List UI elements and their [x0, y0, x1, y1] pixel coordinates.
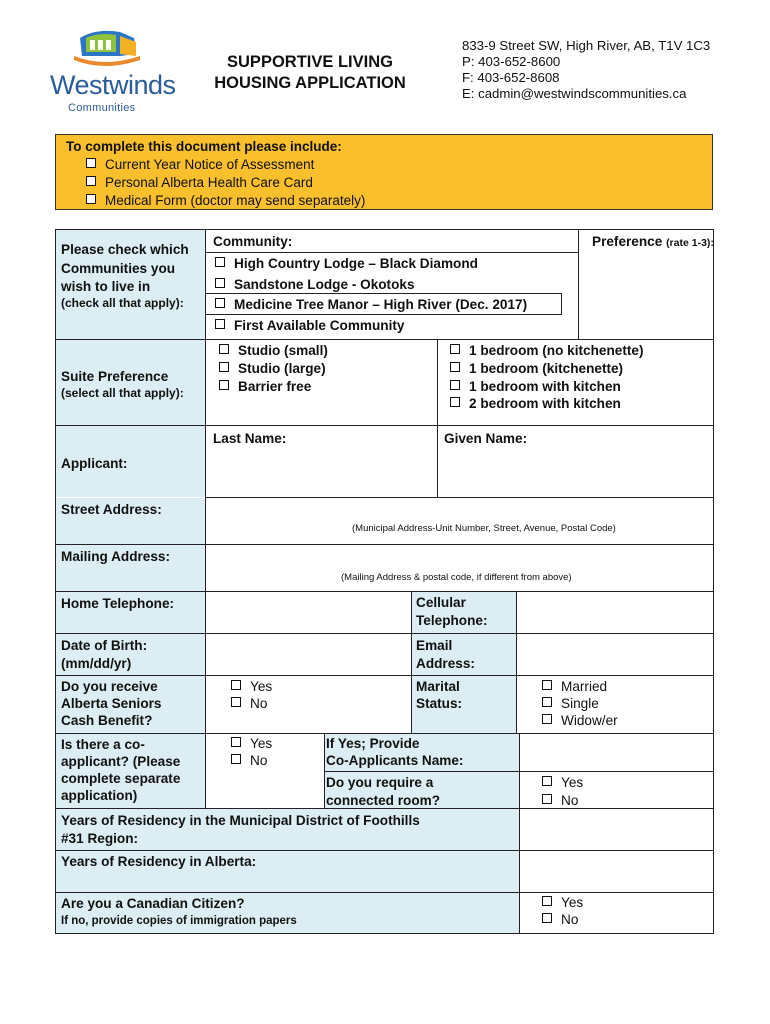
cellular-label-2: Telephone:: [416, 613, 488, 628]
suite-option-label: 1 bedroom (no kitchenette): [469, 343, 644, 358]
option-label: Yes: [561, 775, 584, 790]
marital-label-2: Status:: [416, 696, 463, 711]
coapplicant-yes-option[interactable]: [231, 735, 272, 753]
notice-item-label: Personal Alberta Health Care Card: [105, 175, 313, 190]
checkbox[interactable]: [542, 697, 552, 707]
option-label: Yes: [250, 736, 273, 751]
mailing-address-hint: (Mailing Address & postal code, if different from above): [341, 572, 572, 583]
checkbox[interactable]: [542, 794, 552, 804]
option-label: Yes: [250, 679, 273, 694]
table-border: [55, 229, 714, 230]
table-border: [205, 293, 562, 294]
coapplicant-no-option[interactable]: [231, 752, 267, 770]
option-label: Widow/er: [561, 713, 618, 728]
contact-fax: F: 403-652-8608: [462, 70, 560, 85]
table-border: [55, 850, 714, 851]
table-border: [205, 314, 562, 315]
suite-option-label: Barrier free: [238, 379, 312, 394]
marital-option[interactable]: [542, 678, 607, 696]
marital-option[interactable]: [542, 695, 599, 713]
suite-option-label: Studio (large): [238, 361, 326, 376]
table-border: [55, 633, 714, 634]
notice-item-label: Current Year Notice of Assessment: [105, 157, 315, 172]
suite-option-label: 1 bedroom with kitchen: [469, 379, 621, 394]
checkbox-icon: [86, 176, 96, 186]
citizen-yes-option[interactable]: [542, 894, 583, 912]
communities-label-line: wish to live in: [61, 279, 151, 294]
connected-room-question-2: connected room?: [326, 793, 441, 808]
checkbox[interactable]: [215, 319, 225, 329]
table-border: [205, 497, 714, 498]
suite-option[interactable]: [219, 378, 311, 396]
suite-option[interactable]: [450, 342, 643, 360]
suite-note: (select all that apply):: [61, 386, 184, 400]
email-label-2: Address:: [416, 656, 475, 671]
coapplicant-question: application): [61, 788, 138, 803]
contact-block: [462, 38, 710, 102]
checkbox[interactable]: [450, 380, 460, 390]
foothills-residency-label-2: #31 Region:: [61, 831, 139, 846]
marital-label: Marital: [416, 679, 460, 694]
option-label: No: [561, 912, 579, 927]
option-label: No: [250, 753, 268, 768]
table-border: [205, 252, 578, 253]
preference-text: Preference: [592, 234, 663, 249]
alberta-residency-label: Years of Residency in Alberta:: [61, 854, 257, 869]
coapplicant-question: complete separate: [61, 771, 181, 786]
checkbox[interactable]: [542, 896, 552, 906]
logo-subtitle: Communities: [68, 102, 136, 114]
community-option-label: High Country Lodge – Black Diamond: [234, 256, 478, 271]
checkbox[interactable]: [219, 344, 229, 354]
suite-option-label: 1 bedroom (kitchenette): [469, 361, 624, 376]
checkbox[interactable]: [231, 754, 241, 764]
citizen-note: If no, provide copies of immigration papers: [61, 915, 297, 927]
coapplicant-name-label-2: Co-Applicants Name:: [326, 753, 464, 768]
given-name-label: Given Name:: [444, 431, 528, 446]
community-option[interactable]: [215, 317, 404, 335]
cellular-label: Cellular: [416, 595, 466, 610]
notice-item: [66, 174, 702, 192]
checkbox[interactable]: [450, 397, 460, 407]
suite-option[interactable]: [219, 360, 326, 378]
table-border: [519, 733, 520, 933]
table-border: [578, 229, 579, 339]
dob-format: (mm/dd/yr): [61, 656, 132, 671]
community-option[interactable]: [215, 255, 478, 273]
table-border: [55, 591, 714, 592]
preference-note: (rate 1-3):: [666, 237, 714, 249]
citizen-question: Are you a Canadian Citizen?: [61, 896, 245, 911]
seniors-question: Alberta Seniors: [61, 696, 162, 711]
notice-heading: To complete this document please include:: [66, 139, 342, 154]
marital-option[interactable]: [542, 712, 618, 730]
checkbox[interactable]: [215, 298, 225, 308]
checkbox[interactable]: [542, 776, 552, 786]
community-heading: Community:: [213, 234, 293, 249]
contact-email: E: cadmin@westwindscommunities.ca: [462, 86, 687, 101]
foothills-residency-label: Years of Residency in the Municipal District of Foothills: [61, 813, 420, 828]
logo-wordmark: Westwinds: [50, 70, 176, 100]
notice-item-label: Medical Form (doctor may send separately): [105, 193, 366, 208]
table-border: [411, 591, 412, 733]
mailing-address-label: Mailing Address:: [61, 549, 171, 564]
table-border: [324, 733, 325, 808]
checkbox[interactable]: [450, 362, 460, 372]
checkbox[interactable]: [219, 380, 229, 390]
connected-yes-option[interactable]: [542, 774, 583, 792]
seniors-question: Cash Benefit?: [61, 713, 153, 728]
contact-address: 833-9 Street SW, High River, AB, T1V 1C3: [462, 38, 711, 53]
email-label: Email: [416, 638, 453, 653]
option-label: Single: [561, 696, 599, 711]
street-address-label: Street Address:: [61, 502, 162, 517]
suite-option[interactable]: [450, 378, 621, 396]
table-border: [55, 892, 714, 893]
community-option[interactable]: [215, 276, 415, 294]
communities-label-line: Communities you: [61, 261, 176, 276]
option-label: Married: [561, 679, 608, 694]
table-border: [55, 339, 714, 340]
title-line-1: SUPPORTIVE LIVING: [227, 53, 393, 71]
checkbox[interactable]: [542, 714, 552, 724]
checkbox-icon: [86, 158, 96, 168]
applicant-label: Applicant:: [61, 456, 128, 471]
citizen-no-option[interactable]: [542, 911, 578, 929]
table-border: [437, 339, 438, 497]
suite-label: Suite Preference: [61, 369, 169, 384]
seniors-question: Do you receive: [61, 679, 158, 694]
contact-phone: P: 403-652-8600: [462, 54, 561, 69]
connected-no-option[interactable]: [542, 792, 578, 810]
coapplicant-name-label: If Yes; Provide: [326, 736, 420, 751]
option-label: Yes: [561, 895, 584, 910]
home-telephone-label: Home Telephone:: [61, 596, 175, 611]
suite-option[interactable]: [450, 360, 623, 378]
seniors-yes-option[interactable]: [231, 678, 272, 696]
table-border: [55, 544, 714, 545]
checkbox[interactable]: [542, 680, 552, 690]
checkbox[interactable]: [219, 362, 229, 372]
community-option-label: First Available Community: [234, 318, 405, 333]
checkbox[interactable]: [215, 278, 225, 288]
suite-option-label: Studio (small): [238, 343, 328, 358]
last-name-label: Last Name:: [213, 431, 287, 446]
table-border: [55, 675, 714, 676]
preference-label: [592, 233, 714, 253]
coapplicant-question: Is there a co-: [61, 737, 145, 752]
checkbox[interactable]: [231, 697, 241, 707]
communities-label-line: Please check which: [61, 242, 189, 257]
table-border: [55, 425, 714, 426]
checkbox[interactable]: [231, 680, 241, 690]
table-border: [516, 591, 517, 733]
community-option-label: Medicine Tree Manor – High River (Dec. 2017): [234, 297, 528, 312]
westwinds-logo: [44, 26, 174, 116]
option-label: No: [250, 696, 268, 711]
checkbox[interactable]: [231, 737, 241, 747]
checkbox-icon: [86, 194, 96, 204]
table-border: [561, 293, 562, 314]
seniors-no-option[interactable]: [231, 695, 267, 713]
community-option[interactable]: [215, 296, 527, 314]
notice-item: [66, 192, 702, 210]
coapplicant-question: applicant? (Please: [61, 754, 181, 769]
suite-option-label: 2 bedroom with kitchen: [469, 396, 621, 411]
required-documents-notice: [55, 134, 713, 210]
dob-label: Date of Birth:: [61, 638, 148, 653]
notice-item: [66, 156, 702, 174]
page-title: [196, 52, 424, 94]
table-border: [205, 229, 206, 809]
option-label: No: [561, 793, 579, 808]
connected-room-question: Do you require a: [326, 775, 434, 790]
table-border: [713, 229, 714, 934]
logo-building-icon: [44, 26, 174, 76]
checkbox[interactable]: [542, 913, 552, 923]
checkbox[interactable]: [215, 257, 225, 267]
street-address-hint: (Municipal Address-Unit Number, Street, Avenue, Postal Code): [352, 523, 616, 534]
suite-option[interactable]: [450, 395, 621, 413]
community-option-label: Sandstone Lodge - Okotoks: [234, 277, 415, 292]
checkbox[interactable]: [450, 344, 460, 354]
suite-option[interactable]: [219, 342, 328, 360]
table-border: [55, 733, 714, 734]
table-border: [55, 229, 56, 934]
communities-label-note: (check all that apply):: [61, 296, 184, 310]
table-border: [55, 933, 714, 934]
title-line-2: HOUSING APPLICATION: [214, 74, 406, 92]
